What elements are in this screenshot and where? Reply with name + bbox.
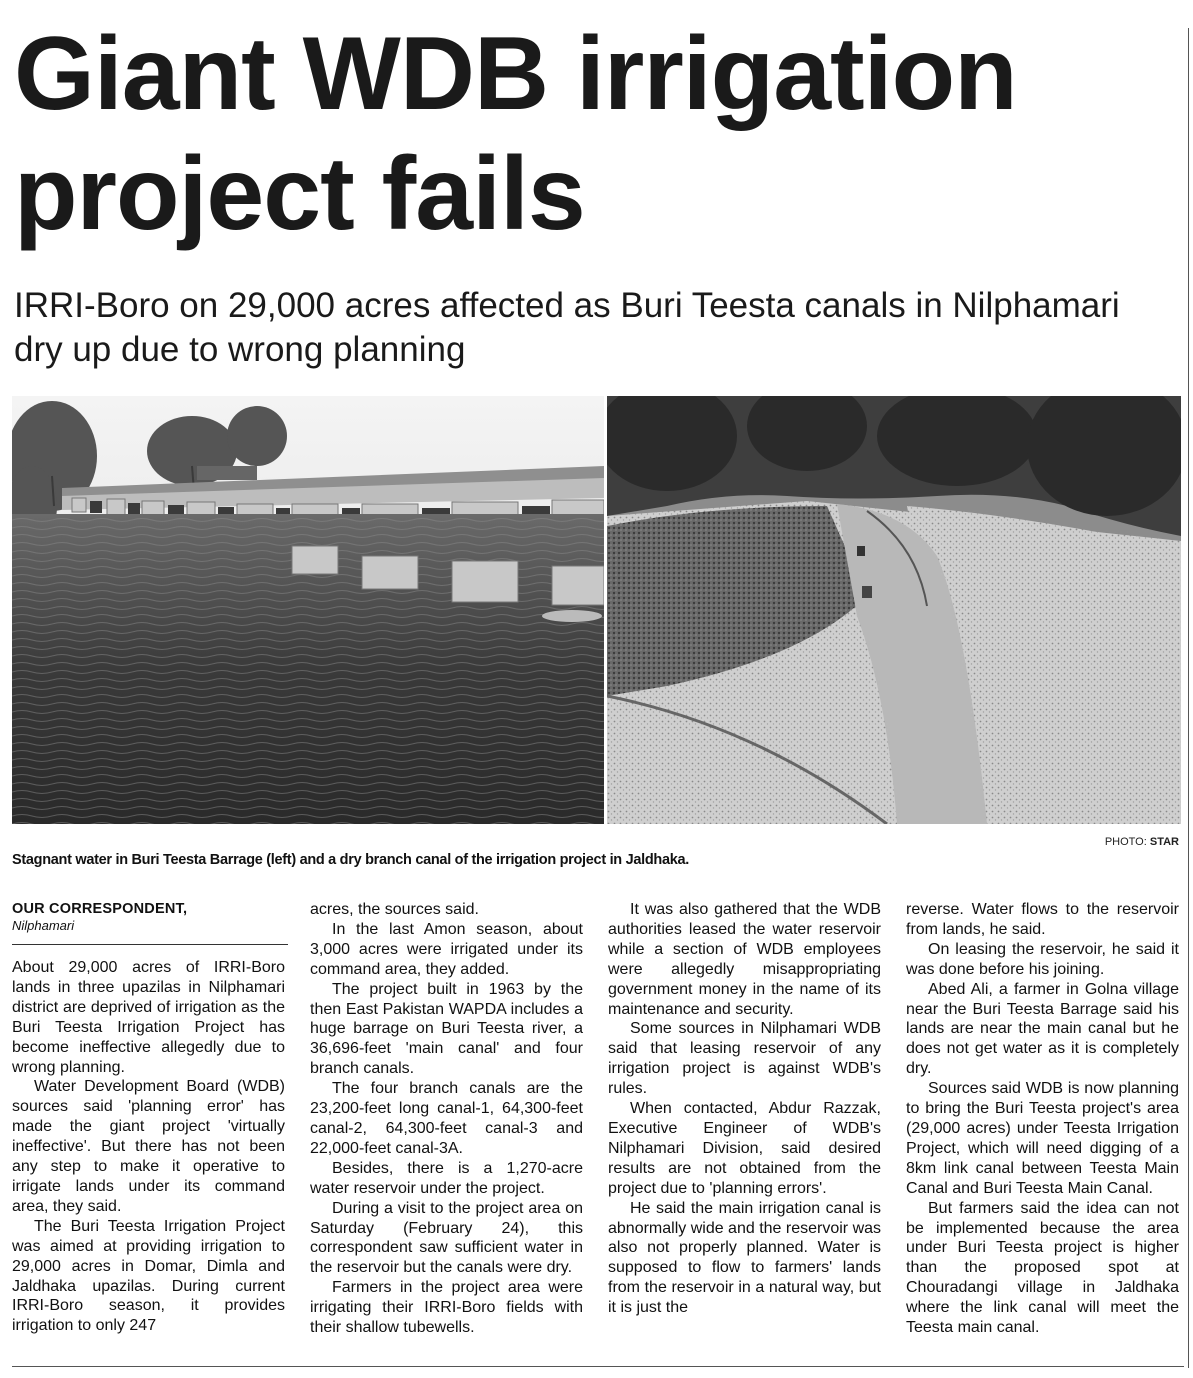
bottom-divider	[12, 1366, 1184, 1367]
article-column-1	[12, 958, 285, 1336]
barrage-photo	[12, 396, 604, 824]
article-column-2	[310, 900, 583, 1338]
dry-canal-photo	[607, 396, 1181, 824]
photo-credit-source: STAR	[1149, 836, 1179, 848]
article-column-3	[608, 900, 881, 1318]
paragraph: Abed Ali, a farmer in Golna village near the Buri Teesta Barrage said his lands are near the main canal but he does not get water as it is completely dry.	[906, 980, 1179, 1078]
paragraph: acres, the sources said.	[310, 901, 479, 918]
paragraph: The Buri Teesta Irrigation Project was aimed at providing irrigation to 29,000 acres in Domar, Dimla and Jaldhaka upazilas. During current IRRI-Boro season, it provides irrigation to only 247	[12, 1217, 285, 1335]
paragraph: In the last Amon season, about 3,000 acres were irrigated under its command area, they added.	[310, 920, 583, 978]
byline	[12, 900, 285, 934]
byline-name: OUR CORRESPONDENT,	[12, 901, 188, 917]
paragraph: Water Development Board (WDB) sources said 'planning error' has made the giant project 'virtually ineffective'. But there has not been any step to make it operative to irrigate lands under its command area, they said.	[12, 1078, 285, 1215]
paragraph: But farmers said the idea can not be implemented because the area under Buri Teesta project is higher than the proposed spot at Chouradangi village in Jaldhaka where the link canal will meet the Teesta main canal.	[906, 1199, 1179, 1337]
paragraph: When contacted, Abdur Razzak, Executive Engineer of WDB's Nilphamari Division, said desired results are not obtained from the project due to 'planning errors'.	[608, 1100, 881, 1197]
paragraph: About 29,000 acres of IRRI-Boro lands in three upazilas in Nilphamari district are deprived of irrigation as the Buri Teesta Irrigation Project has become ineffective allegedly due to wrong planning.	[12, 959, 285, 1076]
paragraph: Some sources in Nilphamari WDB said that leasing reservoir of any irrigation project is against WDB's rules.	[608, 1020, 881, 1098]
paragraph: Sources said WDB is now planning to bring the Buri Teesta project's area (29,000 acres) under Teesta Irrigation Project, which will need digging of a 8km link canal between Teesta Main Canal and Buri Teesta Main Canal.	[906, 1080, 1179, 1197]
photo-credit-label: PHOTO:	[1104, 836, 1147, 848]
paragraph: It was also gathered that the WDB authorities leased the water reservoir while a section of WDB employees were allegedly misappropriating government money in the name of its maintenance and security.	[608, 901, 881, 1018]
column-rule-right	[1188, 28, 1189, 1368]
paragraph: During a visit to the project area on Saturday (February 24), this correspondent saw sufficient water in the reservoir but the canals were dry.	[310, 1199, 583, 1277]
paragraph: The project built in 1963 by the then East Pakistan WAPDA includes a huge barrage on Buri Teesta river, a 36,696-feet 'main canal' and four branch canals.	[310, 980, 583, 1078]
article-column-4	[906, 900, 1179, 1338]
byline-location: Nilphamari	[12, 918, 75, 933]
paragraph: Besides, there is a 1,270-acre water reservoir under the project.	[310, 1159, 583, 1197]
byline-divider	[12, 944, 288, 945]
photo-caption: Stagnant water in Buri Teesta Barrage (left) and a dry branch canal of the irrigation project in Jaldhaka.	[12, 852, 689, 868]
photo-credit	[1105, 836, 1179, 848]
subheadline: IRRI-Boro on 29,000 acres affected as Buri Teesta canals in Nilphamari dry up due to wrong planning	[14, 286, 1120, 369]
paragraph: The four branch canals are the 23,200-feet long canal-1, 64,300-feet canal-2, 64,300-feet canal-3 and 22,000-feet canal-3A.	[310, 1080, 583, 1157]
paragraph: reverse. Water flows to the reservoir from lands, he said.	[906, 901, 1179, 938]
paragraph: On leasing the reservoir, he said it was done before his joining.	[906, 940, 1179, 978]
headline: Giant WDB irrigation project fails	[14, 16, 1017, 252]
paragraph: He said the main irrigation canal is abnormally wide and the reservoir was also not properly planned. Water is supposed to flow to farmers' lands from the reservoir in a natural way, but it is just the	[608, 1199, 882, 1317]
paragraph: Farmers in the project area were irrigating their IRRI-Boro fields with their shallow tubewells.	[310, 1279, 583, 1337]
